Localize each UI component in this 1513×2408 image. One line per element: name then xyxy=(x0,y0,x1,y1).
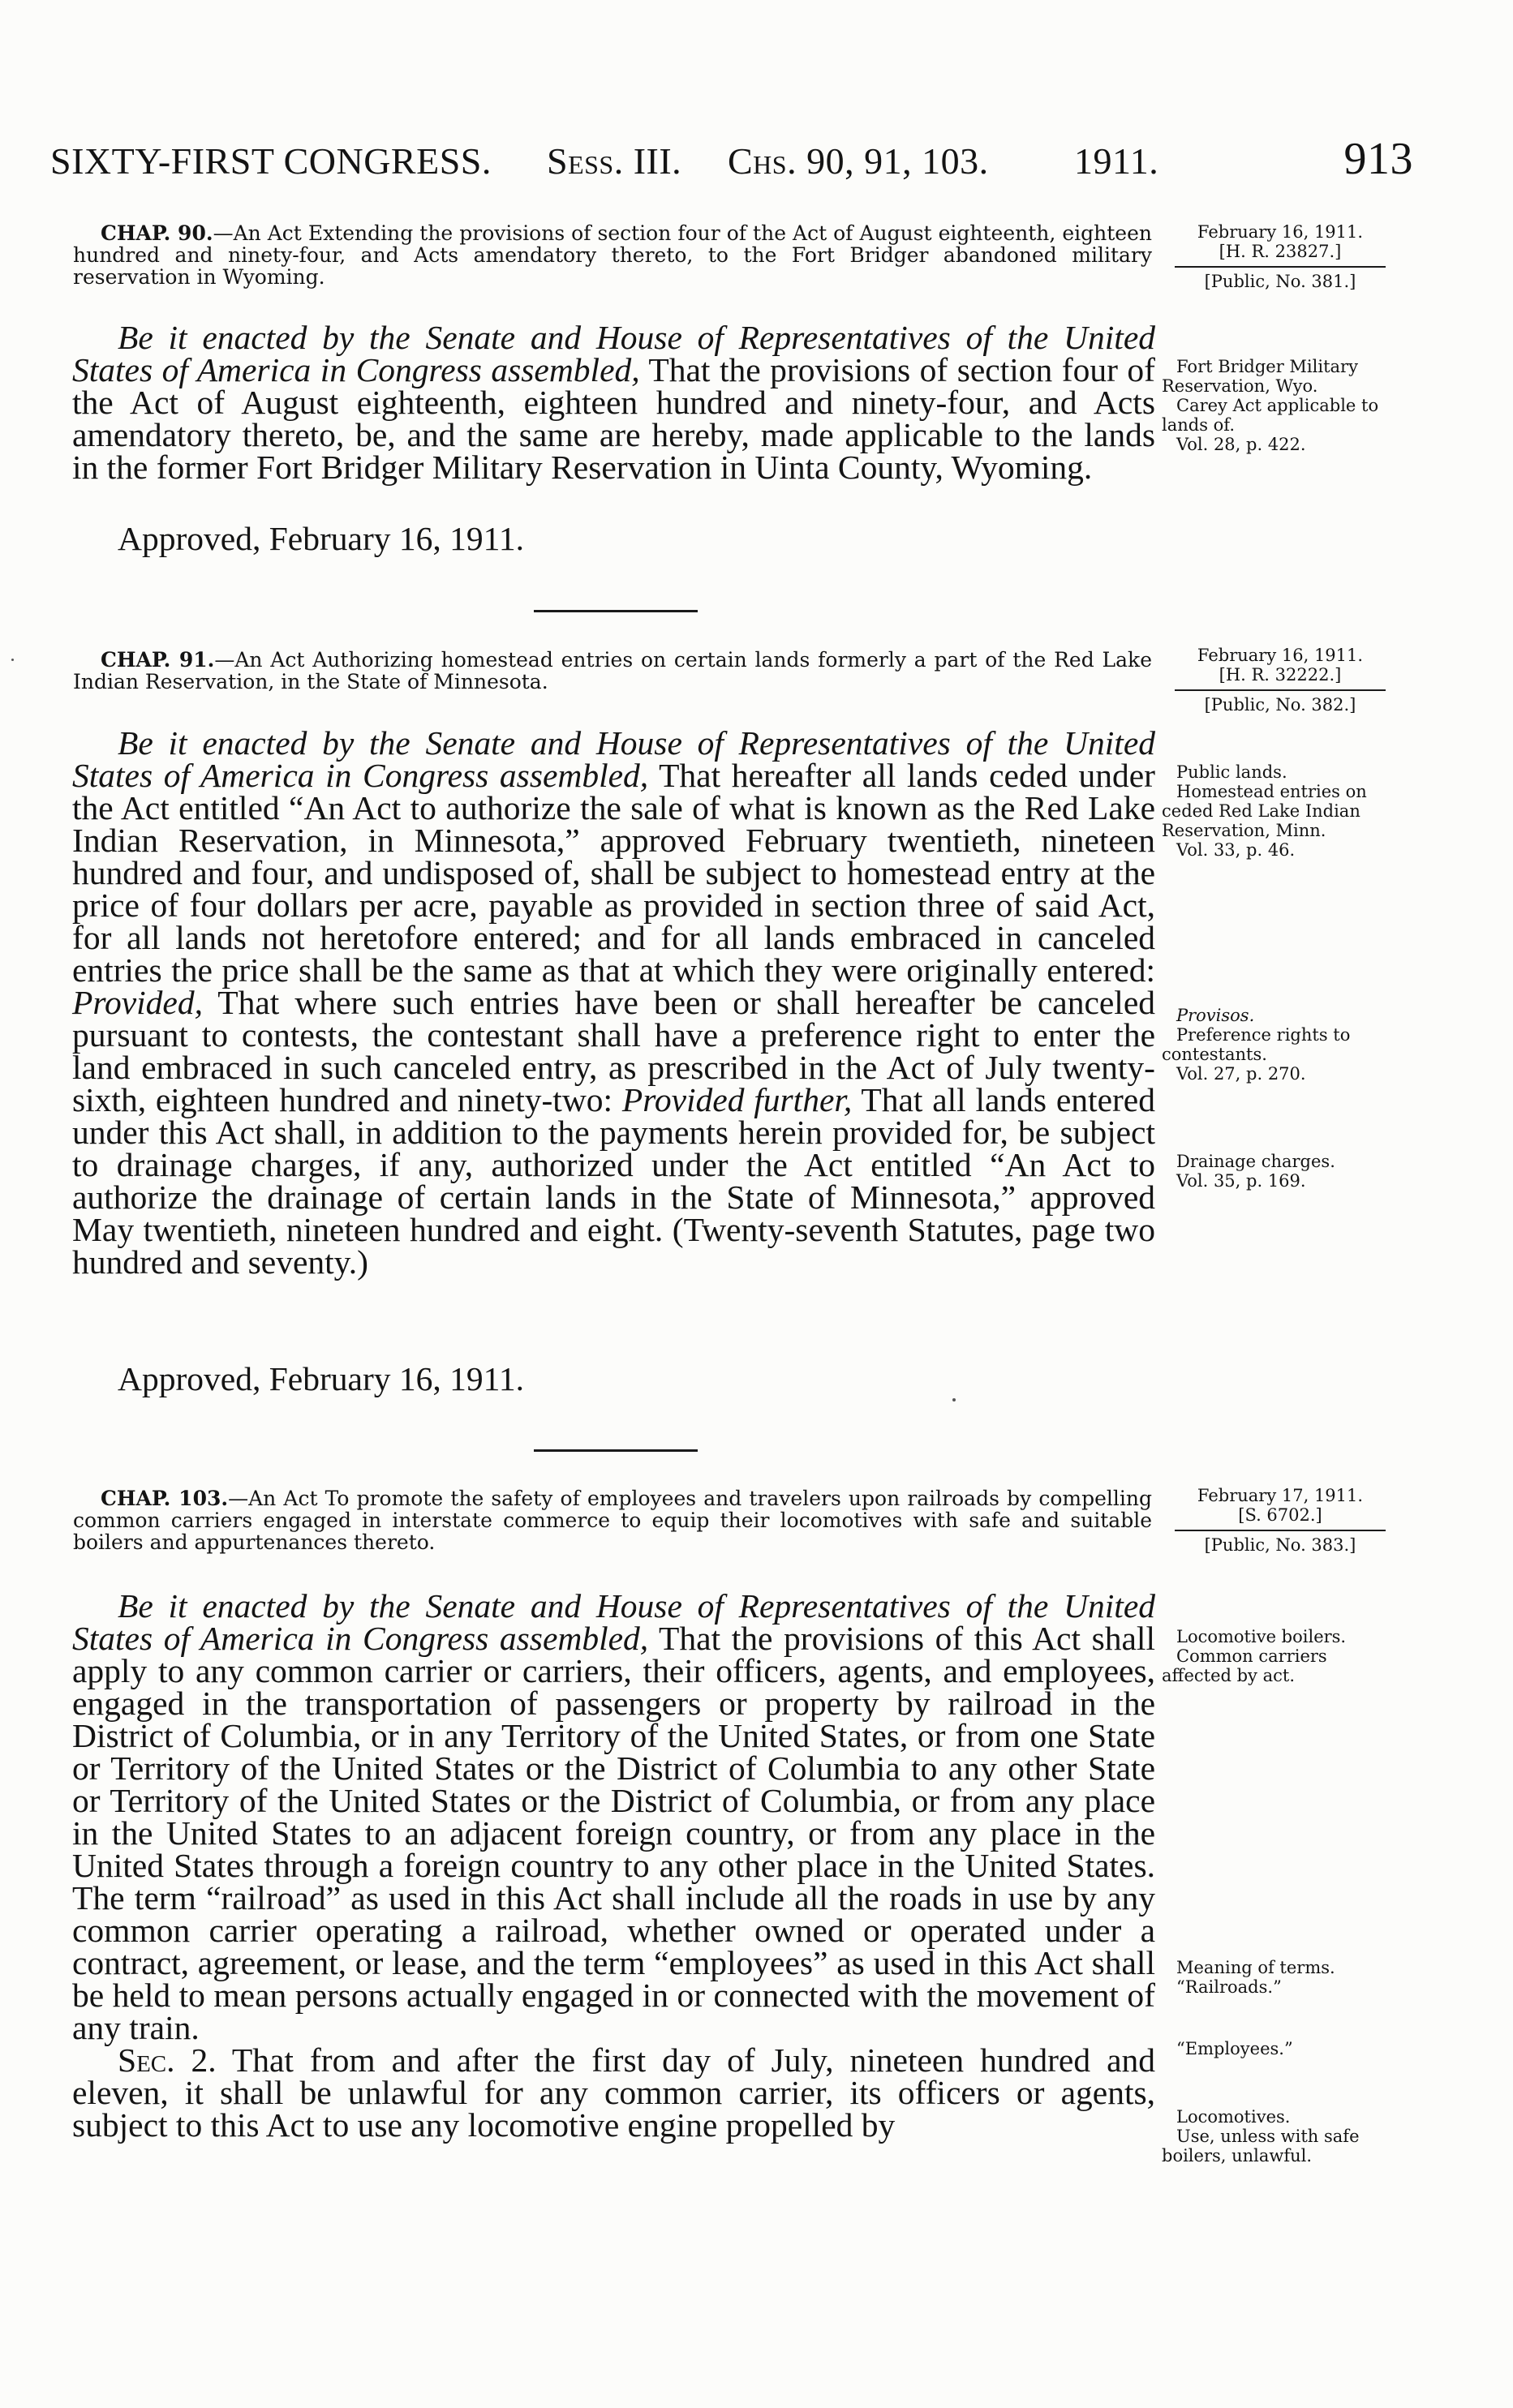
chap90-margin-date: February 16, 1911. [H. R. 23827.] [Public, No. 381.] xyxy=(1175,222,1386,291)
chap103-margin-note-3: “Employees.” xyxy=(1176,2039,1293,2058)
year-label: 1911. xyxy=(1074,140,1159,182)
section-divider xyxy=(534,1449,698,1452)
chap90-body: Be it enacted by the Senate and House of Representatives of the United States of America in Congress assembled, That the provisions of section four of the Act of August eighteenth, eighteen hundred and ninety-four, and Acts amendatory thereto, be, and the same are hereby, made applicable to the lands in the former Fort Bridger Military Reservation in Uinta County, Wyoming. xyxy=(72,319,1155,486)
chap90-approved: Approved, February 16, 1911. xyxy=(118,520,524,557)
chap90-margin-note-1: Fort Bridger Military Reservation, Wyo. Carey Act applicable to lands of. Vol. 28, p. 422. xyxy=(1162,357,1379,454)
chap91-body: Be it enacted by the Senate and House of Representatives of the United States of America in Congress assembled, That hereafter all lands ceded under the Act entitled “An Act to authorize the sale of what is known as the Red Lake Indian Reservation, in Minnesota,” approved February twentieth, nineteen hundred and four, and undisposed of, shall be subject to homestead entry at the price of four dollars per acre, payable as provided in section three of said Act, for all lands not heretofore entered; and for all lands embraced in canceled entries the price shall be the same as that at which they were originally entered: Provided, That where such entries have been or shall hereafter be canceled pursuant to contests, the contestant shall have a preference right to enter the land embraced in such canceled entry, as prescribed in the Act of July twenty-sixth, eighteen hundred and ninety-two: Provided further, That all lands entered under this Act shall, in addition to the payments herein provided for, be subject to drainage charges, if any, authorized under the Act entitled “An Act to authorize the drainage of certain lands in the State of Minnesota,” approved May twentieth, nineteen hundred and eight. (Twenty-seventh Statutes, page two hundred and seventy.) xyxy=(72,724,1155,1281)
chap103-body: Be it enacted by the Senate and House of Representatives of the United States of America in Congress assembled, That the provisions of this Act shall apply to any common carrier or carriers, their officers, agents, and employees, engaged in the transportation of passengers or property by railroad in the District of Columbia, or in any Territory of the United States, or from one State or Territory of the United States or the District of Columbia to any other State or Territory of the United States or the District of Columbia, or from any place in the United States to an adjacent foreign country, or from any place in the United States through a foreign country to any other place in the United States. The term “railroad” as used in this Act shall include all the roads in use by any common carrier operating a railroad, whether owned or operated under a contract, agreement, or lease, and the term “employees” as used in this Act shall be held to mean persons actually engaged in or connected with the movement of any train. Sec. 2. That from and after the first day of July, nineteen hundred and eleven, it shall be unlawful for any common carrier, its officers or agents, subject to this Act to use any locomotive engine propelled by xyxy=(72,1587,1156,2144)
chap91-approved: Approved, February 16, 1911. xyxy=(118,1360,524,1397)
chap103-margin-note-4: Locomotives. Use, unless with safe boilers, unlawful. xyxy=(1162,2107,1360,2165)
chap91-margin-note-2: Provisos. Preference rights to contestants. Vol. 27, p. 270. xyxy=(1162,1006,1351,1084)
chap91-margin-note-3: Drainage charges. Vol. 35, p. 169. xyxy=(1176,1152,1335,1191)
chap103-title: CHAP. 103.—An Act To promote the safety of employees and travelers upon railroads by compelling common carriers engaged in interstate commerce to equip their locomotives with safe and suitable boilers and appurtenances thereto. xyxy=(73,1487,1152,1554)
running-header xyxy=(50,134,1413,196)
chap91-margin-date: February 16, 1911. [H. R. 32222.] [Public, No. 382.] xyxy=(1175,646,1386,715)
chap91-margin-note-1: Public lands. Homestead entries on ceded Red Lake Indian Reservation, Minn. Vol. 33, p. 46. xyxy=(1162,762,1367,860)
chap103-margin-note-2: Meaning of terms. “Railroads.” xyxy=(1176,1958,1335,1997)
print-speck xyxy=(11,659,14,661)
chap90-title: CHAP. 90.—An Act Extending the provisions of section four of the Act of August eighteenth, eighteen hundred and ninety-four, and Acts amendatory thereto, to the Fort Bridger abandoned military reservation in Wyoming. xyxy=(73,221,1152,289)
chap103-margin-date: February 17, 1911. [S. 6702.] [Public, No. 383.] xyxy=(1175,1486,1386,1555)
congress-title: SIXTY-FIRST CONGRESS. xyxy=(50,140,492,182)
page-number: 913 xyxy=(1343,134,1413,184)
chap91-title: CHAP. 91.—An Act Authorizing homestead entries on certain lands formerly a part of the Red Lake Indian Reservation, in the State of Minnesota. xyxy=(73,648,1152,693)
section-divider xyxy=(534,610,698,612)
chap103-margin-note-1: Locomotive boilers. Common carriers affected by act. xyxy=(1162,1627,1347,1685)
chapters-label: Chs. 90, 91, 103. xyxy=(728,140,989,182)
print-speck xyxy=(952,1398,956,1401)
session-label: Sess. III. xyxy=(547,140,682,182)
